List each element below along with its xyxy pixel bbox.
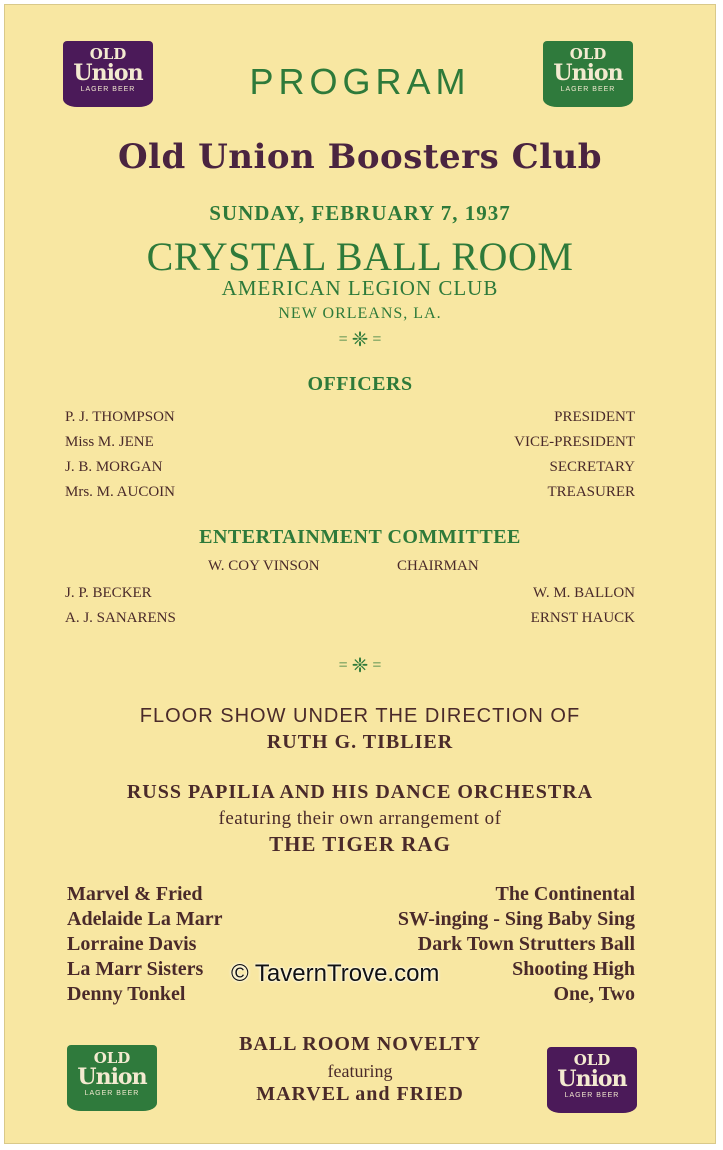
act-row-left: Denny Tonkel: [67, 983, 186, 1005]
act-row: [67, 983, 635, 1009]
committee-chair-name: W. COY VINSON: [208, 558, 320, 574]
act-row-right: SW-inging - Sing Baby Sing: [397, 908, 635, 930]
city-name: NEW ORLEANS, LA.: [278, 305, 442, 322]
act-row-right: The Continental: [495, 883, 635, 905]
old-union-logo-bottom-right: OLD Union LAGER BEER: [547, 1047, 637, 1113]
officer-row: [65, 434, 635, 458]
club-name: Old Union Boosters Club: [117, 137, 603, 177]
act-row: [67, 933, 635, 959]
novelty-title: BALL ROOM NOVELTY: [239, 1033, 481, 1055]
act-row-right: One, Two: [553, 983, 635, 1005]
novelty-performers: MARVEL and FRIED: [256, 1083, 464, 1105]
act-row: [67, 883, 635, 909]
committee-row: [65, 585, 635, 609]
committee-row-right: W. M. BALLON: [533, 585, 635, 601]
program-heading: PROGRAM: [249, 61, 471, 102]
committee-row: [65, 610, 635, 634]
old-union-logo-top-right: OLD Union LAGER BEER: [543, 41, 633, 107]
act-row: [67, 958, 635, 984]
officer-row: [65, 484, 635, 508]
featuring-line: featuring their own arrangement of: [218, 808, 502, 829]
ornament-divider-1: = ❈ =: [338, 329, 382, 351]
orchestra-line: RUSS PAPILIA AND HIS DANCE ORCHESTRA: [126, 781, 594, 803]
officer-row: [65, 459, 635, 483]
ornament-icon: ❈: [351, 329, 369, 351]
committee-row-right: ERNST HAUCK: [530, 610, 635, 626]
novelty-featuring: featuring: [327, 1061, 393, 1081]
act-row-right: Shooting High: [512, 958, 635, 980]
program-card: [4, 4, 716, 1144]
act-row-left: Adelaide La Marr: [67, 908, 223, 930]
officers-title: OFFICERS: [307, 373, 413, 395]
old-union-logo-top-left: OLD Union LAGER BEER: [63, 41, 153, 107]
committee-row-left: J. P. BECKER: [65, 585, 152, 601]
officer-row-right: TREASURER: [547, 484, 635, 500]
committee-row-left: A. J. SANARENS: [65, 610, 176, 626]
officer-row-left: J. B. MORGAN: [65, 459, 163, 475]
act-row-left: La Marr Sisters: [67, 958, 204, 980]
officer-row-left: Mrs. M. AUCOIN: [65, 484, 176, 500]
officer-row-left: P. J. THOMPSON: [65, 409, 175, 425]
watermark: © TavernTrove.com: [231, 960, 440, 987]
ornament-divider-2: = ❈ =: [338, 655, 382, 677]
officer-row-right: PRESIDENT: [554, 409, 635, 425]
act-row-left: Marvel & Fried: [67, 883, 203, 905]
host-name: AMERICAN LEGION CLUB: [221, 276, 499, 300]
officer-row: [65, 409, 635, 433]
act-row-right: Dark Town Strutters Ball: [417, 933, 635, 955]
officer-row-left: Miss M. JENE: [65, 434, 154, 450]
officer-row-right: VICE-PRESIDENT: [514, 434, 635, 450]
act-row: [67, 908, 635, 934]
featured-song: THE TIGER RAG: [269, 832, 451, 856]
show-director: RUTH G. TIBLIER: [266, 731, 454, 753]
floor-show-line: FLOOR SHOW UNDER THE DIRECTION OF: [139, 705, 581, 727]
venue-name: CRYSTAL BALL ROOM: [146, 234, 574, 279]
act-row-left: Lorraine Davis: [67, 933, 197, 955]
ornament-icon: ❈: [351, 655, 369, 677]
officer-row-right: SECRETARY: [549, 459, 635, 475]
event-date: SUNDAY, FEBRUARY 7, 1937: [209, 201, 511, 225]
committee-title: ENTERTAINMENT COMMITTEE: [199, 526, 521, 548]
committee-chair-role: CHAIRMAN: [397, 558, 479, 574]
old-union-logo-bottom-left: OLD Union LAGER BEER: [67, 1045, 157, 1111]
